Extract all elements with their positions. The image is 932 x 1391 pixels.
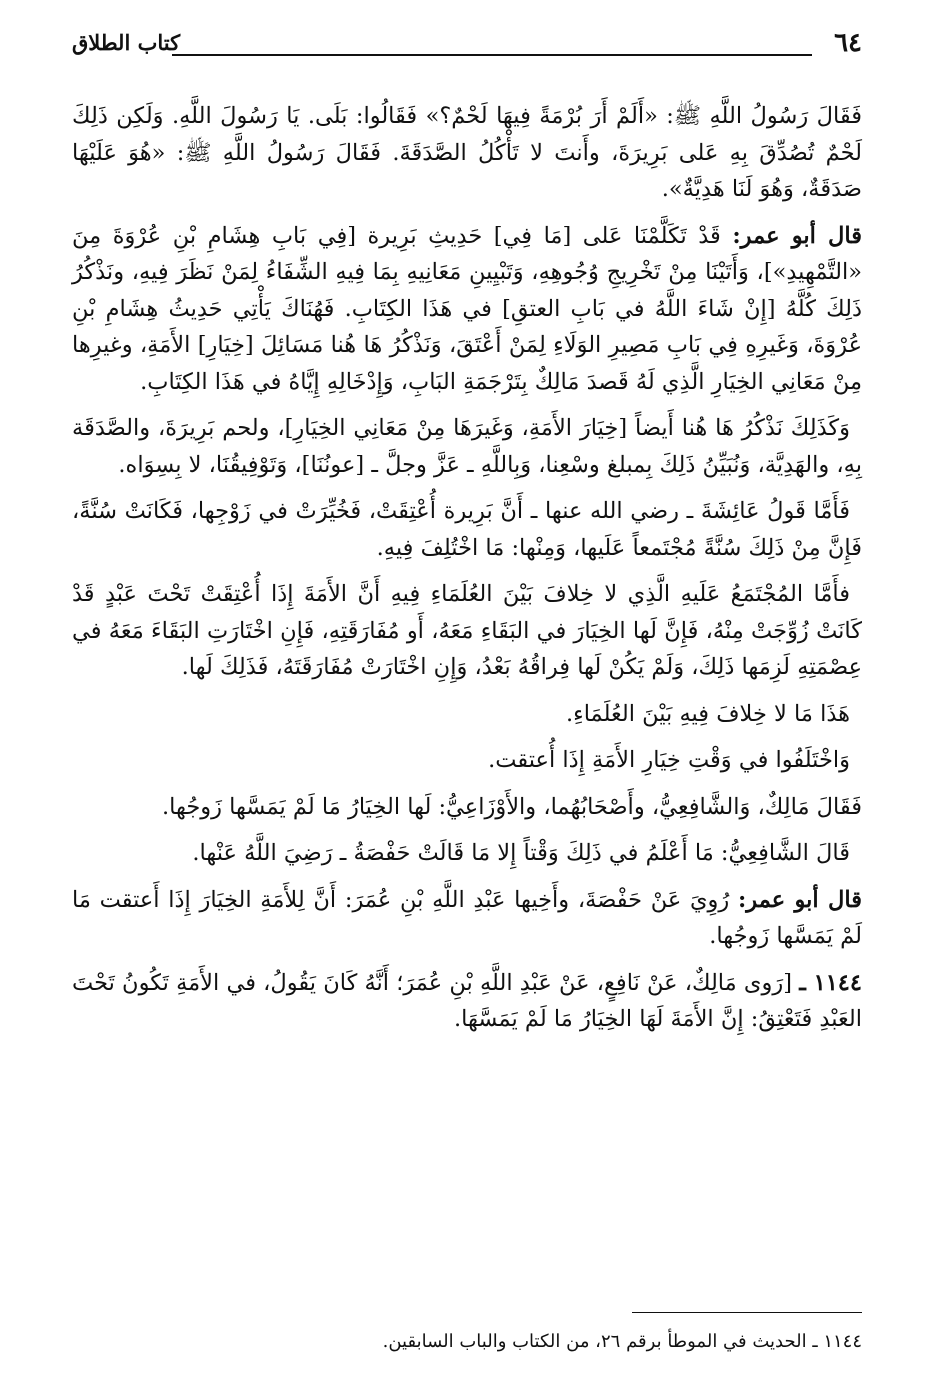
paragraph: قَالَ الشَّافِعِيُّ: مَا أَعْلَمُ في ذَلِكَ وَقْتاً إِلا مَا قَالَتْ حَفْصَةُ ـ رَضِيَ اللَّهُ عَنْها.	[192, 840, 850, 866]
speaker-label: قال أبو عمر:	[737, 886, 862, 913]
paragraph-text: [رَوى مَالِكٌ، عَنْ نَافِعٍ، عَنْ عَبْدِ اللَّهِ بْنِ عُمَرَ؛ أَنَّهُ كَانَ يَقُولُ، في الأَمَةِ تَكُونُ تَحْتَ العَبْدِ فَتَعْتِقُ: إِنَّ الأَمَةَ لَهَا الخِيَارُ مَا لَمْ يَمَسَّهَا.	[72, 969, 862, 1032]
page-header	[72, 28, 862, 62]
footnote-rule	[632, 1312, 862, 1313]
paragraph: وَكَذَلِكَ نَذْكُرُ هَا هُنا أَيضاً [خِيَارَ الأَمَةِ، وَغَيرَهَا مِنْ مَعَانِي الخِيَارِ]، ولحم بَرِيرَةَ، والصَّدَقَة بِهِ، والهَدِيَّة، وَنُبَيِّنُ ذَلِكَ بِمبلغ وسْعِنا، وَبِاللَّهِ ـ عَزَّ وجلَّ ـ [عونُنَا]، وَتَوْفِيقُنَا، لا بِسِوَاه.	[72, 415, 862, 478]
paragraph	[72, 965, 862, 1038]
page-body	[72, 98, 862, 1048]
paragraph: هَذَا مَا لا خِلافَ فِيهِ بَيْنَ العُلَمَاءِ.	[565, 700, 850, 727]
book-title: كتاب الطلاق	[72, 30, 181, 55]
paragraph-text: قَدْ تَكَلَّمْنَا عَلى [مَا فِي] حَدِيثِ بَرِيرة [فِي بَابِ هِشَامِ بْنِ عُرْوَةَ مِنَ «التَّمْهِيدِ»]، وَأَتَيْنَا مِنْ تَخْرِيجِ وُجُوهِهِ، وَتَبْيِينِ مَعَانِيهِ بِمَا فِيهِ الشِّفَاءُ لِمَنْ نَظَرَ فِيهِ، ونَذْكُرُ ذَلِكَ كُلَّهُ [إِنْ شَاءَ اللَّهُ في بَابِ العتقِ] في هَذَا الكِتَابِ. فَهُنَاكَ يَأْتِي حَدِيثُ هِشَامِ بْنِ عُرْوَةَ، وَغَيرِهِ فِي بَابِ مَصِيرِ الوَلَاءِ لِمَنْ أَعْتَقَ، وَنَذْكُرُ هَا هُنا مَسَائِلَ [خِيَارِ] الأَمَةِ، وغيرِها مِنْ مَعَانِي الخِيَارِ الَّذِي لَهُ قَصدَ مَالِكٌ بِتَرْجَمَةِ البَابِ، وَإِدْخَالِهِ إِيَّاهُ في هَذَا الكِتَابِ.	[72, 222, 863, 395]
hadith-number: ١١٤٤ ـ	[799, 969, 862, 996]
paragraph: فَأَمَّا قَولُ عَائِشَةَ ـ رضي الله عنها ـ أَنَّ بَرِيرة أُعْتِقَتْ، فَخُيِّرَتْ في زَوْجِها، فَكَانَتْ سُنَّةً، فَإِنَّ مِنْ ذَلِكَ سُنَّةً مُجْتَمعاً عَلَيها، وَمِنْها: مَا اخْتُلِفَ فِيهِ.	[72, 498, 862, 561]
document-page	[72, 28, 862, 1368]
header-rule	[172, 54, 812, 56]
paragraph: وَاخْتَلَفُوا في وَقْتِ خِيَارِ الأَمَةِ إِذَا أُعتقت.	[488, 747, 850, 773]
paragraph	[72, 218, 862, 401]
paragraph: فَقَالَ مَالِكٌ، وَالشَّافِعِيُّ، وأَصْحَابُهُما، والأَوْزَاعِيُّ: لَها الخِيَارُ مَا لَمْ يَمَسَّها زَوجُها.	[162, 793, 862, 820]
paragraph: فأَمَّا المُجْتَمَعُ عَلَيهِ الَّذِي لا خِلافَ بَيْنَ العُلَمَاءِ فِيهِ أَنَّ الأَمَةَ إِذَا أُعْتِقَتْ تَحْتَ عَبْدٍ قَدْ كَانَتْ زُوِّجَتْ مِنْهُ، فَإِنَّ لَها الخِيَارَ في البَقَاءِ مَعَهُ، أَو مُفَارَقَتِهِ، فَإِنِ اخْتَارَتِ البَقَاءَ مَعَهُ في عِصْمَتِهِ لَزِمَها ذَلِكَ، وَلَمْ يَكُنْ لَها فِراقُهُ بَعْدُ، وَإِنِ اخْتَارَتْ مُفَارَقَتَهُ، فَذَلِكَ لَها.	[72, 581, 862, 680]
paragraph	[72, 882, 862, 955]
page-number: ٦٤	[834, 28, 862, 58]
paragraph-text: رُوِيَ عَنْ حَفْصَةَ، وأَخِيها عَبْدِ اللَّهِ بْنِ عُمَرَ: أَنَّ لِلأَمَةِ الخِيَارَ إِذَا أَعتقت مَا لَمْ يَمَسَّها زَوجُها.	[72, 886, 862, 949]
paragraph: فَقَالَ رَسُولُ اللَّهِ ﷺ: «أَلَمْ أَرَ بُرْمَةً فِيهَا لَحْمٌ؟» فَقَالُوا: بَلَى. يَا رَسُولَ اللَّهِ. وَلَكِن ذَلِكَ لَحْمٌ تُصُدِّقَ بِهِ عَلى بَرِيرَةَ، وأَنتَ لا تَأْكُلُ الصَّدَقَةَ. فَقَالَ رَسُولُ اللَّهِ ﷺ: «هُوَ عَلَيْهَا صَدَقَةٌ، وَهُوَ لَنَا هَدِيَّةٌ».	[72, 103, 862, 202]
footnote: ١١٤٤ ـ الحديث في الموطأ برقم ٢٦، من الكتاب والباب السابقين.	[382, 1331, 862, 1352]
speaker-label: قال أبو عمر:	[732, 222, 862, 249]
